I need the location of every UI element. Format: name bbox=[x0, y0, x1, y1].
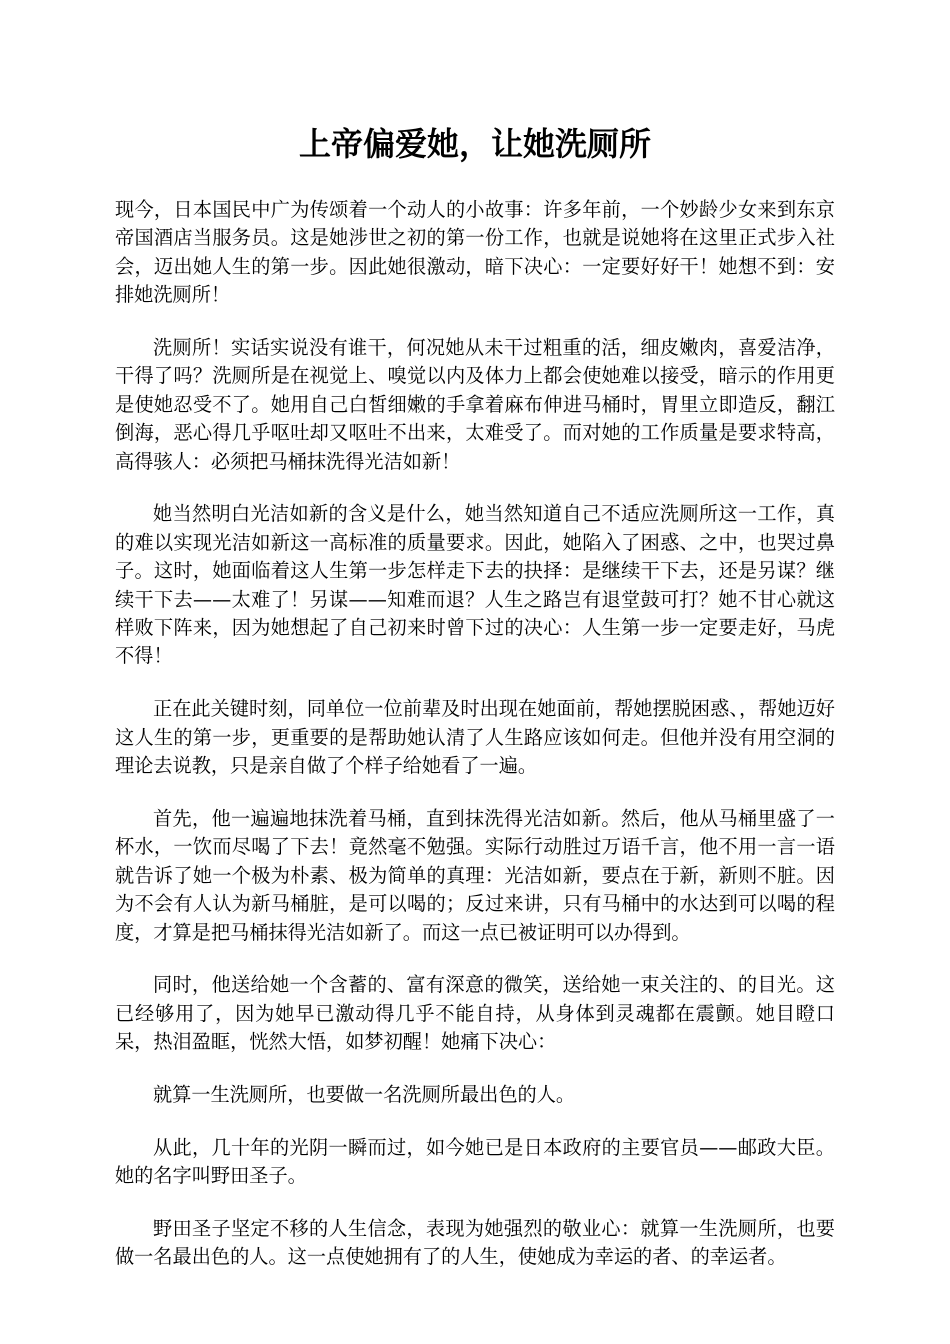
paragraph-7: 就算一生洗厕所，也要做一名洗厕所最出色的人。 bbox=[153, 1082, 576, 1106]
paragraph-9: 野田圣子坚定不移的人生信念，表现为她强烈的敬业心：就算一生洗厕所，也要做一名最出色的人。这一点使她拥有了的人生，使她成为幸运的者、的幸运者。 bbox=[115, 1216, 835, 1269]
document-title: 上帝偏爱她，让她洗厕所 bbox=[298, 125, 651, 163]
document-body bbox=[115, 196, 835, 1296]
paragraph-8: 从此，几十年的光阴一瞬而过，如今她已是日本政府的主要官员——邮政大臣。她的名字叫野田圣子。 bbox=[115, 1135, 835, 1188]
paragraph-5: 首先，他一遍遍地抹洗着马桶，直到抹洗得光洁如新。然后，他从马桶里盛了一杯水，一饮而尽喝了下去！竟然毫不勉强。实际行动胜过万语千言，他不用一言一语就告诉了她一个极为朴素、极为简单的真理：光洁如新，要点在于新，新则不脏。因为不会有人认为新马桶脏，是可以喝的；反过来讲，只有马桶中的水达到可以喝的程度，才算是把马桶抹得光洁如新了。而这一点已被证明可以办得到。 bbox=[115, 806, 835, 944]
paragraph-2: 洗厕所！实话实说没有谁干，何况她从未干过粗重的活，细皮嫩肉，喜爱洁净，干得了吗？洗厕所是在视觉上、嗅觉以内及体力上都会使她难以接受，暗示的作用更是使她忍受不了。她用自己白皙细嫩的手拿着麻布伸进马桶时，胃里立即造反，翻江倒海，恶心得几乎呕吐却又呕吐不出来，太难受了。而对她的工作质量是要求特高，高得骇人：必须把马桶抹洗得光洁如新！ bbox=[115, 336, 835, 473]
paragraph-6: 同时，他送给她一个含蓄的、富有深意的微笑，送给她一束关注的、的目光。这已经够用了，因为她早已激动得几乎不能自持，从身体到灵魂都在震颤。她目瞪口呆，热泪盈眶，恍然大悟，如梦初醒！她痛下决心： bbox=[115, 973, 835, 1054]
paragraph-4: 正在此关键时刻，同单位一位前辈及时出现在她面前，帮她摆脱困惑、，帮她迈好这人生的第一步，更重要的是帮助她认清了人生路应该如何走。但他并没有用空洞的理论去说教，只是亲自做了个样子给她看了一遍。 bbox=[115, 697, 835, 778]
paragraph-1: 现今，日本国民中广为传颂着一个动人的小故事：许多年前，一个妙龄少女来到东京帝国酒店当服务员。这是她涉世之初的第一份工作，也就是说她将在这里正式步入社会，迈出她人生的第一步。因此她很激动，暗下决心：一定要好好干！她想不到：安排她洗厕所！ bbox=[115, 198, 835, 307]
paragraph-3: 她当然明白光洁如新的含义是什么，她当然知道自己不适应洗厕所这一工作，真的难以实现光洁如新这一高标准的质量要求。因此，她陷入了困惑、之中，也哭过鼻子。这时，她面临着这人生第一步怎样走下去的抉择：是继续干下去，还是另谋？继续干下去——太难了！另谋——知难而退？人生之路岂有退堂鼓可打？她不甘心就这样败下阵来，因为她想起了自己初来时曾下过的决心：人生第一步一定要走好，马虎不得！ bbox=[115, 502, 835, 668]
